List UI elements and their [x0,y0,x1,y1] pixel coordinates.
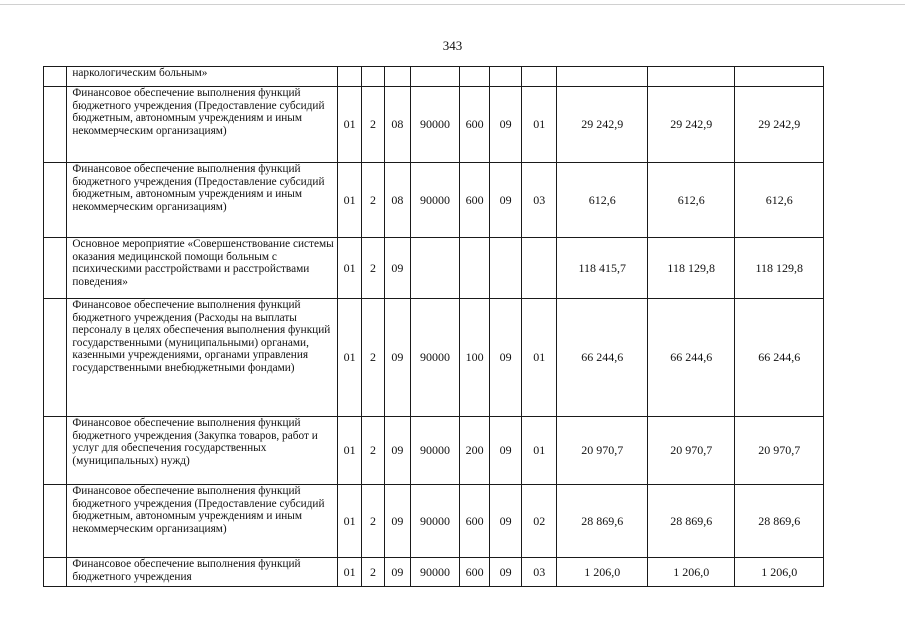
code-subsection-cell: 01 [521,87,557,163]
table-row [44,163,824,238]
description-cell: Финансовое обеспечение выполнения функций бюджетного учреждения (Предоставление субсидий бюджетным, автономным учреждениям и иным некоммерческим организациям) [67,485,338,558]
code-expense-type-cell: 200 [459,417,490,485]
code-1-cell: 01 [337,558,361,587]
code-expense-type-cell: 600 [459,485,490,558]
table-row [44,558,824,587]
code-section-cell: 09 [490,485,522,558]
amount-year-3-cell: 29 242,9 [735,87,824,163]
description-cell: Финансовое обеспечение выполнения функций бюджетного учреждения (Предоставление субсидий бюджетным, автономным учреждениям и иным некоммерческим организациям) [67,163,338,238]
amount-year-1-cell [557,67,648,87]
code-3-cell [384,67,410,87]
amount-year-3-cell: 118 129,8 [735,238,824,299]
code-2-cell: 2 [362,87,384,163]
row-index-cell [44,299,67,417]
table-row [44,485,824,558]
code-section-cell [490,67,522,87]
code-1-cell: 01 [337,485,361,558]
code-expense-type-cell: 600 [459,558,490,587]
amount-year-2-cell: 29 242,9 [647,87,734,163]
top-divider [0,4,905,5]
code-3-cell: 08 [384,87,410,163]
amount-year-1-cell: 20 970,7 [557,417,648,485]
amount-year-1-cell: 28 869,6 [557,485,648,558]
code-section-cell: 09 [490,163,522,238]
code-1-cell: 01 [337,87,361,163]
amount-year-1-cell: 66 244,6 [557,299,648,417]
code-2-cell [362,67,384,87]
table-row [44,417,824,485]
amount-year-2-cell: 28 869,6 [647,485,734,558]
code-2-cell: 2 [362,417,384,485]
code-3-cell: 09 [384,238,410,299]
budget-table [43,66,824,587]
code-target-cell: 90000 [411,87,460,163]
code-1-cell: 01 [337,299,361,417]
code-expense-type-cell [459,67,490,87]
code-3-cell: 09 [384,485,410,558]
description-cell: Финансовое обеспечение выполнения функций бюджетного учреждения (Расходы на выплаты персоналу в целях обеспечения выполнения функций государственными (муниципальными) органами, казенными учреждениями, органами управления государственными внебюджетными фондами) [67,299,338,417]
amount-year-2-cell: 20 970,7 [647,417,734,485]
row-index-cell [44,485,67,558]
table-row [44,87,824,163]
row-index-cell [44,87,67,163]
amount-year-1-cell: 118 415,7 [557,238,648,299]
code-expense-type-cell: 600 [459,87,490,163]
amount-year-2-cell [647,67,734,87]
code-expense-type-cell: 100 [459,299,490,417]
code-2-cell: 2 [362,163,384,238]
code-3-cell: 09 [384,558,410,587]
amount-year-3-cell: 28 869,6 [735,485,824,558]
code-subsection-cell: 03 [521,558,557,587]
amount-year-1-cell: 612,6 [557,163,648,238]
code-section-cell: 09 [490,87,522,163]
code-target-cell: 90000 [411,558,460,587]
description-cell: Основное мероприятие «Совершенствование системы оказания медицинской помощи больным с психическими расстройствами и расстройствами поведения» [67,238,338,299]
row-index-cell [44,163,67,238]
code-3-cell: 08 [384,163,410,238]
code-subsection-cell [521,67,557,87]
code-target-cell: 90000 [411,417,460,485]
code-subsection-cell: 01 [521,417,557,485]
row-index-cell [44,238,67,299]
row-index-cell [44,558,67,587]
code-3-cell: 09 [384,299,410,417]
amount-year-2-cell: 612,6 [647,163,734,238]
code-1-cell: 01 [337,417,361,485]
amount-year-3-cell [735,67,824,87]
code-subsection-cell: 02 [521,485,557,558]
row-index-cell [44,67,67,87]
code-2-cell: 2 [362,299,384,417]
code-target-cell [411,67,460,87]
code-subsection-cell: 03 [521,163,557,238]
code-1-cell [337,67,361,87]
code-section-cell: 09 [490,299,522,417]
amount-year-3-cell: 1 206,0 [735,558,824,587]
amount-year-2-cell: 118 129,8 [647,238,734,299]
amount-year-2-cell: 1 206,0 [647,558,734,587]
code-3-cell: 09 [384,417,410,485]
code-target-cell: 90000 [411,163,460,238]
amount-year-1-cell: 1 206,0 [557,558,648,587]
amount-year-1-cell: 29 242,9 [557,87,648,163]
row-index-cell [44,417,67,485]
code-section-cell: 09 [490,558,522,587]
code-target-cell: 90000 [411,299,460,417]
code-subsection-cell [521,238,557,299]
amount-year-3-cell: 612,6 [735,163,824,238]
code-1-cell: 01 [337,163,361,238]
code-section-cell [490,238,522,299]
code-1-cell: 01 [337,238,361,299]
amount-year-3-cell: 20 970,7 [735,417,824,485]
table-row [44,67,824,87]
table-body [44,67,824,587]
code-2-cell: 2 [362,485,384,558]
code-expense-type-cell [459,238,490,299]
amount-year-3-cell: 66 244,6 [735,299,824,417]
description-cell: Финансовое обеспечение выполнения функций бюджетного учреждения (Предоставление субсидий бюджетным, автономным учреждениям и иным некоммерческим организациям) [67,87,338,163]
code-subsection-cell: 01 [521,299,557,417]
description-cell: наркологическим больным» [67,67,338,87]
code-target-cell [411,238,460,299]
code-2-cell: 2 [362,558,384,587]
page-number: 343 [442,38,463,53]
description-cell: Финансовое обеспечение выполнения функций бюджетного учреждения [67,558,338,587]
code-2-cell: 2 [362,238,384,299]
table-row [44,238,824,299]
amount-year-2-cell: 66 244,6 [647,299,734,417]
description-cell: Финансовое обеспечение выполнения функций бюджетного учреждения (Закупка товаров, работ и услуг для обеспечения государственных (муниципальных) нужд) [67,417,338,485]
table-row [44,299,824,417]
code-expense-type-cell: 600 [459,163,490,238]
code-section-cell: 09 [490,417,522,485]
code-target-cell: 90000 [411,485,460,558]
